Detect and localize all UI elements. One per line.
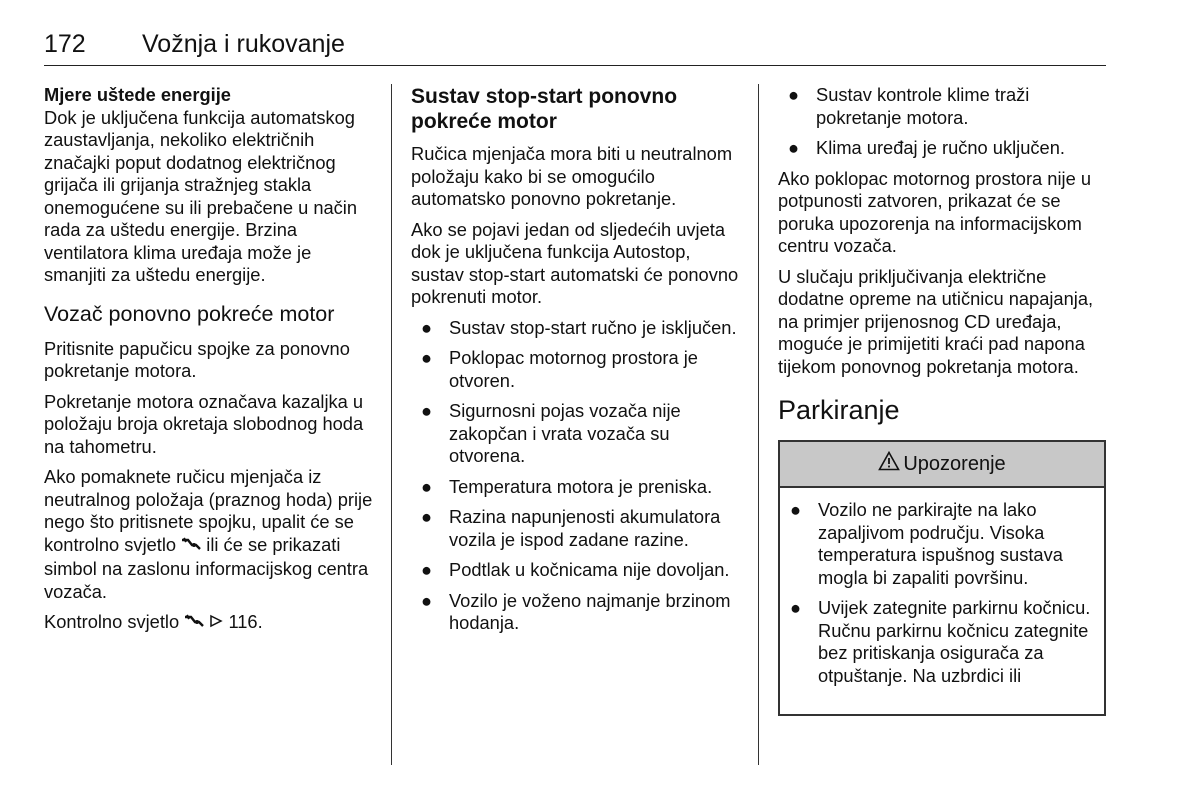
column-2 [411, 84, 741, 643]
list-item-text: Sustav stop-start ručno je isključen. [449, 316, 737, 338]
list-item-text: Temperatura motora je preniska. [449, 475, 713, 497]
bullet: ● [421, 316, 433, 338]
list-item-text: Vozilo ne parkirajte na lako zapaljivom području. Visoka temperatura ispušnog sustava mogla bi zapaliti površinu. [818, 499, 1063, 588]
engine-autostop-icon [184, 613, 204, 636]
engine-autostop-icon [181, 536, 201, 559]
page-reference-arrow-icon [209, 611, 223, 632]
stop-start-p1: Ručica mjenjača mora biti u neutralnom položaju kako bi se omogućilo automatsko ponovno pokretanje. [411, 143, 733, 209]
bullet: ● [790, 499, 802, 520]
driver-restart-p3a: Ako pomaknete ručicu mjenjača iz neutralnog položaja (praznog hoda) prije nego što pritisnete spojku, upalit će se kontrolno svjetlo [44, 466, 373, 555]
warning-list [780, 499, 1104, 687]
column-divider-1 [391, 84, 392, 765]
list-item [411, 347, 741, 392]
list-item [411, 400, 741, 468]
bullet: ● [790, 597, 802, 618]
page-header [44, 30, 345, 59]
list-item-text: Sustav kontrole klime traži pokretanje motora. [816, 84, 1030, 128]
list-item-text: Uvijek zategnite parkirnu kočnicu. Ručnu parkirnu kočnicu zategnite bez pritiskanja osigurača za otpuštanje. Na uzbrdici ili [818, 597, 1091, 686]
page-reference-number[interactable]: 116. [228, 611, 263, 632]
bullet: ● [788, 84, 800, 105]
list-item [411, 476, 741, 499]
driver-restart-p1: Pritisnite papučicu spojke za ponovno pokretanje motora. [44, 337, 350, 381]
bullet: ● [421, 589, 433, 611]
bullet: ● [421, 347, 433, 368]
driver-restart-p3b: ili će se prikazati simbol na zaslonu informacijskog centra vozača. [44, 533, 369, 602]
page-number: 172 [44, 30, 86, 58]
column-3 [778, 84, 1106, 716]
stop-start-p2: Ako se pojavi jedan od sljedećih uvjeta dok je uključena funkcija Autostop, sustav stop-start automatski će ponovno pokrenuti motor. [411, 218, 739, 307]
restart-conditions-list [411, 317, 741, 635]
header-divider [44, 65, 1106, 66]
bullet: ● [421, 400, 433, 421]
restart-conditions-list-cont [778, 84, 1106, 160]
control-light-label: Kontrolno svjetlo [44, 611, 180, 632]
driver-restart-p2: Pokretanje motora označava kazaljka u položaju broja okretaja slobodnog hoda na tahometru. [44, 390, 364, 457]
warning-header [780, 442, 1104, 488]
section-title: Vožnja i rukovanje [142, 30, 345, 58]
list-item [411, 317, 741, 340]
list-item [778, 84, 1106, 129]
parking-heading: Parkiranje [778, 395, 900, 425]
driver-restart-heading: Vozač ponovno pokreće motor [44, 301, 335, 326]
accessory-voltage-text: U slučaju priključivanja električne dodatne opreme na utičnicu napajanja, na primjer prijenosnog CD uređaja, moguće je primijetiti kraći pad napona tijekom ponovnog pokretanja motora. [778, 265, 1094, 377]
list-item [780, 499, 1104, 589]
warning-title: Upozorenje [903, 452, 1006, 475]
hood-warning-text: Ako poklopac motornog prostora nije u potpunosti zatvoren, prikazat će se poruka upozorenja na informacijskom centru vozača. [778, 167, 1091, 256]
bullet: ● [421, 559, 433, 580]
list-item [411, 506, 741, 551]
list-item-text: Poklopac motornog prostora je otvoren. [449, 347, 698, 391]
energy-saving-text: Dok je uključena funkcija automatskog zaustavljanja, nekoliko električnih značajki poput dodatnog električnog grijača ili grijanja stražnjeg stakla onemogućene su ili prebačene u način rada za uštedu energije. Brzina ventilatora klima uređaja može je smanjiti za uštedu energije. [44, 106, 358, 285]
list-item-text: Vozilo je voženo najmanje brzinom hodanja. [449, 589, 731, 633]
bullet: ● [788, 137, 800, 158]
list-item [411, 559, 741, 582]
list-item [411, 590, 741, 635]
stop-start-restart-heading: Sustav stop-start ponovno pokreće motor [411, 85, 678, 133]
column-1 [44, 84, 376, 644]
column-divider-2 [758, 84, 759, 765]
bullet: ● [421, 475, 433, 497]
bullet: ● [421, 506, 433, 527]
warning-triangle-icon [878, 451, 900, 477]
warning-box [778, 440, 1106, 716]
list-item-text: Sigurnosni pojas vozača nije zakopčan i vrata vozača su otvorena. [449, 400, 681, 466]
list-item-text: Razina napunjenosti akumulatora vozila je ispod zadane razine. [449, 506, 721, 550]
list-item [780, 597, 1104, 687]
list-item [778, 137, 1106, 160]
list-item-text: Klima uređaj je ručno uključen. [816, 137, 1065, 158]
control-light-reference [44, 611, 376, 636]
list-item-text: Podtlak u kočnicama nije dovoljan. [449, 559, 730, 580]
warning-body [780, 488, 1104, 714]
driver-restart-p3 [44, 466, 376, 603]
energy-saving-heading: Mjere uštede energije [44, 84, 231, 105]
